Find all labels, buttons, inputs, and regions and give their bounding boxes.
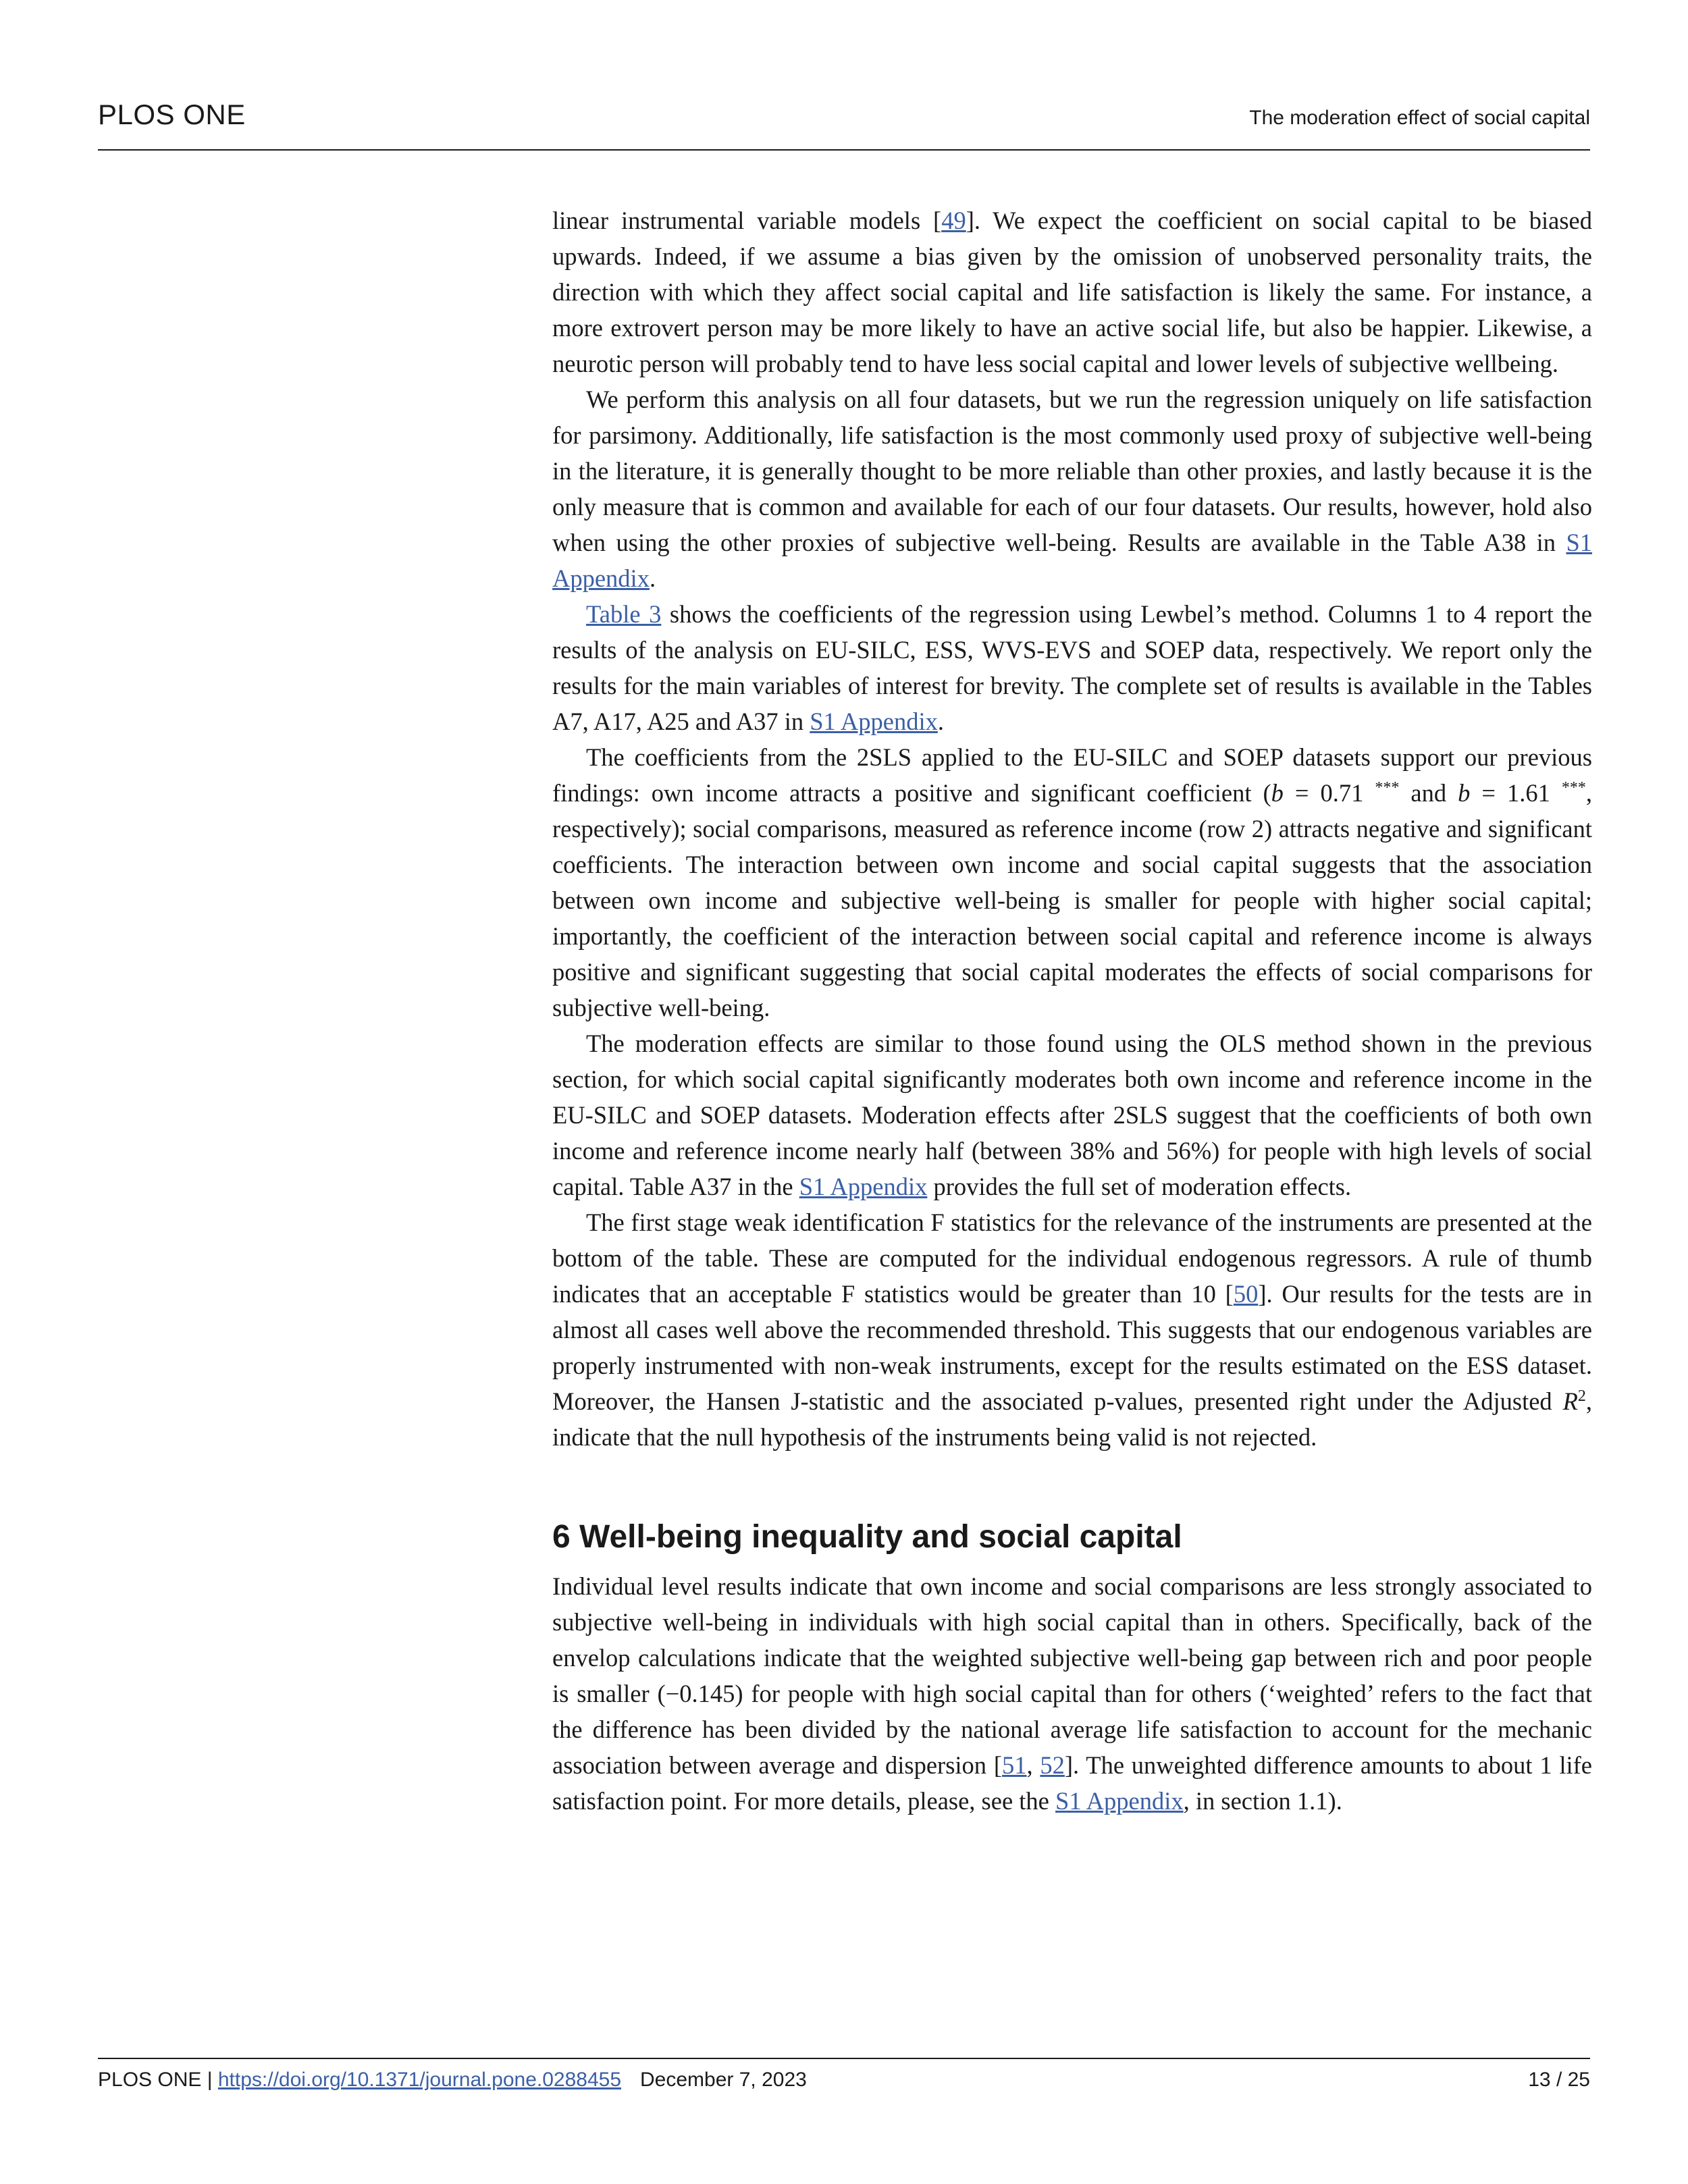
appendix-link[interactable]: S1 Appendix	[1055, 1787, 1184, 1815]
text: provides the full set of moderation effects.	[927, 1173, 1352, 1200]
text: ]. The unweighted difference amounts to about 1 life satisfaction point. For more details, please, see the	[552, 1751, 1592, 1815]
significance-stars: ***	[1561, 778, 1586, 797]
publication-date: December 7, 2023	[640, 2069, 807, 2091]
math-var: b	[1271, 779, 1284, 807]
text: .	[649, 564, 656, 592]
text: , indicate that the null hypothesis of the instruments being valid is not rejected.	[552, 1387, 1592, 1451]
appendix-link[interactable]: S1 Appendix	[810, 708, 938, 735]
significance-stars: ***	[1375, 778, 1400, 797]
citation-link[interactable]: 52	[1040, 1751, 1065, 1779]
text: and	[1399, 779, 1458, 807]
table-link[interactable]: Table 3	[586, 600, 662, 628]
text: linear instrumental variable models [	[552, 207, 942, 234]
paragraph	[552, 596, 1592, 739]
appendix-link[interactable]: S1 Appendix	[552, 529, 1592, 592]
appendix-link[interactable]: S1 Appendix	[799, 1173, 928, 1200]
paragraph	[552, 381, 1592, 596]
paragraph	[552, 739, 1592, 1026]
text: shows the coefficients of the regression using Lewbel’s method. Columns 1 to 4 report the results of the analysis on EU-SILC, ESS, WVS-EVS and SOEP data, respectively. We report only the results for the main variables of interest for brevity. The complete set of results is available in the Tables A7, A17, A25 and A37 in	[552, 600, 1592, 735]
footer-journal: PLOS ONE |	[98, 2069, 218, 2091]
page-number: 13 / 25	[1528, 2069, 1590, 2091]
doi-link[interactable]: https://doi.org/10.1371/journal.pone.0288455	[217, 2069, 622, 2091]
text: ]. Our results for the tests are in almost all cases well above the recommended threshold. This suggests that our endogenous variables are properly instrumented with non-weak instruments, except for the results estimated on the ESS dataset. Moreover, the Hansen J-statistic and the associated p-values, presented right under the Adjusted	[552, 1280, 1593, 1415]
paragraph	[552, 1204, 1592, 1455]
math-var: b	[1458, 779, 1471, 807]
text: The first stage weak identification F statistics for the relevance of the instruments are presented at the bottom of the table. These are computed for the individual endogenous regressors. A rule of thumb indicates that an acceptable F statistics would be greater than 10 [	[552, 1208, 1592, 1308]
text: = 1.61	[1470, 779, 1562, 807]
text: We perform this analysis on all four datasets, but we run the regression uniquely on life satisfaction for parsimony. Additionally, life satisfaction is the most commonly used proxy of subjective well-being in the literature, it is generally thought to be more reliable than other proxies, and lastly because it is the only measure that is common and available for each of our four datasets. Our results, however, hold also when using the other proxies of subjective well-being. Results are available in the Table A38 in	[552, 385, 1592, 556]
footer-rule	[98, 2058, 1590, 2059]
superscript: 2	[1577, 1387, 1586, 1405]
text: , in section 1.1).	[1183, 1787, 1342, 1815]
text: , respectively); social comparisons, measured as reference income (row 2) attracts negative and significant coefficients. The interaction between own income and social capital suggests that the association between own income and subjective well-being is smaller for people with higher social capital; importantly, the coefficient of the interaction between social capital and reference income is always positive and significant suggesting that social capital moderates the effects of social comparisons for subjective well-being.	[552, 779, 1592, 1021]
text: The coefficients from the 2SLS applied to the EU-SILC and SOEP datasets support our previous findings: own income attracts a positive and significant coefficient (	[552, 743, 1592, 807]
footer-citation	[98, 2069, 807, 2092]
header-rule	[98, 149, 1590, 151]
text: ]. We expect the coefficient on social capital to be biased upwards. Indeed, if we assume a bias given by the omission of unobserved personality traits, the direction with which they affect social capital and life satisfaction is likely the same. For instance, a more extrovert person may be more likely to have an active social life, but also be happier. Likewise, a neurotic person will probably tend to have less social capital and lower levels of subjective wellbeing.	[552, 207, 1592, 377]
text: ,	[1026, 1751, 1040, 1779]
citation-link[interactable]: 49	[941, 207, 966, 234]
section-heading: 6 Well-being inequality and social capital	[552, 1519, 1182, 1555]
text: The moderation effects are similar to those found using the OLS method shown in the previous section, for which social capital significantly moderates both own income and reference income in the EU-SILC and SOEP datasets. Moderation effects after 2SLS suggest that the coefficients of both own income and reference income nearly half (between 38% and 56%) for people with high levels of social capital. Table A37 in the	[552, 1030, 1592, 1200]
text: .	[937, 708, 944, 735]
citation-link[interactable]: 51	[1001, 1751, 1027, 1779]
text: = 0.71	[1283, 779, 1375, 807]
text: Individual level results indicate that own income and social comparisons are less strongly associated to subjective well-being in individuals with high social capital than in others. Specifically, back of the envelop calculations indicate that the weighted subjective well-being gap between rich and poor people is smaller (−0.145) for people with high social capital than for others (‘weighted’ refers to the fact that the difference has been divided by the national average life satisfaction to account for the mechanic association between average and dispersion [	[552, 1572, 1592, 1779]
citation-link[interactable]: 50	[1233, 1280, 1259, 1308]
paragraph	[552, 1026, 1592, 1204]
article-body	[552, 203, 1592, 1819]
math-var: R	[1562, 1387, 1578, 1415]
paragraph	[552, 203, 1592, 381]
journal-name: PLOS ONE	[98, 99, 246, 130]
running-title: The moderation effect of social capital	[1249, 107, 1590, 129]
paragraph	[552, 1568, 1592, 1819]
